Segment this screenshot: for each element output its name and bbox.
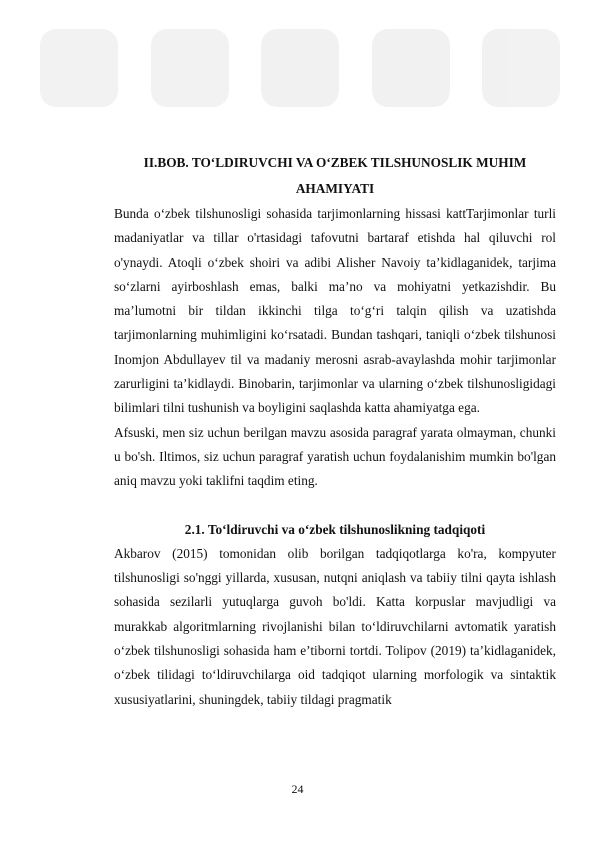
watermark-logo-icon — [482, 29, 560, 107]
watermark-logo-icon — [151, 29, 229, 107]
watermark-logo-icon — [40, 29, 118, 107]
watermark-logo-icon — [372, 29, 450, 107]
chapter-title: II.BOB. TO‘LDIRUVCHI VA O‘ZBEK TILSHUNOSLIK MUHIM AHAMIYATI — [143, 155, 527, 196]
watermark — [40, 20, 560, 115]
blank-line — [114, 494, 556, 518]
section-title: 2.1. To‘ldiruvchi va o‘zbek tilshunoslikning tadqiqoti — [184, 521, 486, 537]
document-body — [114, 150, 556, 712]
paragraph: Bunda o‘zbek tilshunosligi sohasida tarjimonlarning hissasi kattTarjimonlar turli madaniyatlar va tillar o'rtasidagi tafovutni bartaraf etishda hal qiluvchi rol o'ynaydi. Atoqli o‘zbek shoiri va adibi Alisher Navoiy ta’kidlaganidek, tarjima so‘zlarni ayirboshlash emas, balki ma’no va mohiyatni yetkazishdir. Bu ma’lumotni bir tildan ikkinchi tilga to‘g‘ri talqin qilish va uzatishda tarjimonlarning muhimligini ko‘rsatadi. Bundan tashqari, taniqli o‘zbek tilshunosi Inomjon Abdullayev til va madaniy merosni asrab-avaylashda mohir tarjimonlar zarurligini ta’kidlaydi. Binobarin, tarjimonlar va ularning o‘zbek tilshunosligidagi bilimlari tilni tushunish va boyligini saqlashda katta ahamiyatga ega. — [114, 206, 556, 416]
watermark-logo-icon — [261, 29, 339, 107]
page-number: 24 — [291, 782, 304, 796]
paragraph: Akbarov (2015) tomonidan olib borilgan tadqiqotlarga ko'ra, kompyuter tilshunosligi so'nggi yillarda, xususan, nutqni aniqlash va tabiiy tilni qayta ishlash sohasida sezilarli yutuqlarga guvoh bo'ldi. Katta korpuslar mavjudligi va murakkab algoritmlarning rivojlanishi bilan to‘ldiruvchilarni avtomatik yaratish o‘zbek tilshunosligi sohasida ham e’tiborni tortdi. Tolipov (2019) ta’kidlaganidek, o‘zbek tilidagi to‘ldiruvchilarga oid tadqiqot ularning morfologik va sintaktik xususiyatlarini, shuningdek, tabiiy tildagi pragmatik — [114, 545, 556, 707]
paragraph: Afsuski, men siz uchun berilgan mavzu asosida paragraf yarata olmayman, chunki u bo'sh. Iltimos, siz uchun paragraf yaratish uchun foydalanishim mumkin bo'lgan aniq mavzu yoki taklifni taqdim eting. — [114, 424, 556, 489]
